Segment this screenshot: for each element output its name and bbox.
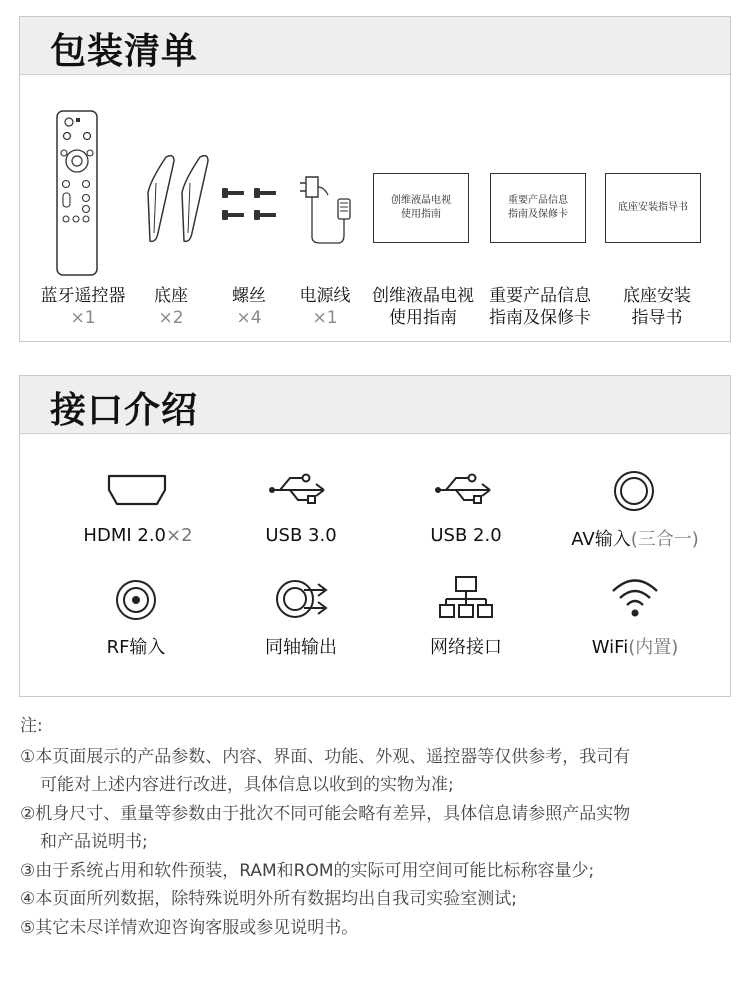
pack-item-warranty: 重要产品信息 指南及保修卡 <box>489 286 591 328</box>
port-label-wifi: WiFi(内置) <box>591 637 679 658</box>
pack-item-remote: 蓝牙遥控器 ×1 <box>40 286 126 328</box>
ports-panel <box>19 375 731 697</box>
note-line: ②机身尺寸、重量等参数由于批次不同可能会略有差异，具体信息请参照产品实物 <box>20 803 631 824</box>
port-label-usb2: USB 2.0 <box>430 525 502 546</box>
note-line: 可能对上述内容进行改进，具体信息以收到的实物为准; <box>40 775 454 795</box>
power-cord-icon <box>298 169 354 249</box>
ports-title: 接口介绍 <box>50 390 199 431</box>
base-stand-icon <box>144 153 214 245</box>
pack-item-power-cord: 电源线 ×1 <box>299 286 351 328</box>
note-line: ④本页面所列数据，除特殊说明外所有数据均出自我司实验室测试; <box>20 889 517 909</box>
usb-icon <box>432 472 502 508</box>
pack-item-user-guide: 创维液晶电视 使用指南 <box>372 286 474 328</box>
warranty-card-booklet: 重要产品信息 指南及保修卡 <box>490 173 586 243</box>
usb-icon <box>266 472 336 508</box>
network-icon <box>438 575 494 621</box>
packing-list-header <box>20 17 730 75</box>
packing-list-panel <box>19 16 731 342</box>
port-label-usb3: USB 3.0 <box>265 525 337 546</box>
screws-icon <box>220 185 280 225</box>
ports-header <box>20 376 730 434</box>
wifi-icon <box>610 576 660 620</box>
note-line: ⑤其它未尽详情欢迎咨询客服或参见说明书。 <box>20 917 359 938</box>
notes-section <box>20 712 730 942</box>
port-label-av: AV输入(三合一) <box>571 529 699 550</box>
coaxial-icon <box>274 576 334 622</box>
note-line: ③由于系统占用和软件预装，RAM和ROM的实际可用空间可能比标称容量少; <box>20 860 595 881</box>
base-install-booklet: 底座安装指导书 <box>605 173 701 243</box>
pack-item-screws: 螺丝 ×4 <box>232 286 266 328</box>
remote-control-icon <box>54 109 100 277</box>
pack-item-base-guide: 底座安装 指导书 <box>623 286 691 328</box>
note-line: ①本页面展示的产品参数、内容、界面、功能、外观、遥控器等仅供参考，我司有 <box>20 746 631 767</box>
port-label-rf: RF输入 <box>106 637 166 658</box>
hdmi-icon <box>106 472 168 508</box>
note-line: 和产品说明书; <box>40 832 148 852</box>
port-label-coaxial: 同轴输出 <box>265 637 337 658</box>
rf-icon <box>115 579 157 621</box>
av-icon <box>613 470 655 512</box>
notes-heading: 注: <box>20 716 43 736</box>
port-label-network: 网络接口 <box>430 637 502 658</box>
packing-list-title: 包装清单 <box>50 31 199 72</box>
user-guide-booklet: 创维液晶电视 使用指南 <box>373 173 469 243</box>
pack-item-base: 底座 ×2 <box>154 286 188 328</box>
port-label-hdmi: HDMI 2.0×2 <box>83 525 193 546</box>
